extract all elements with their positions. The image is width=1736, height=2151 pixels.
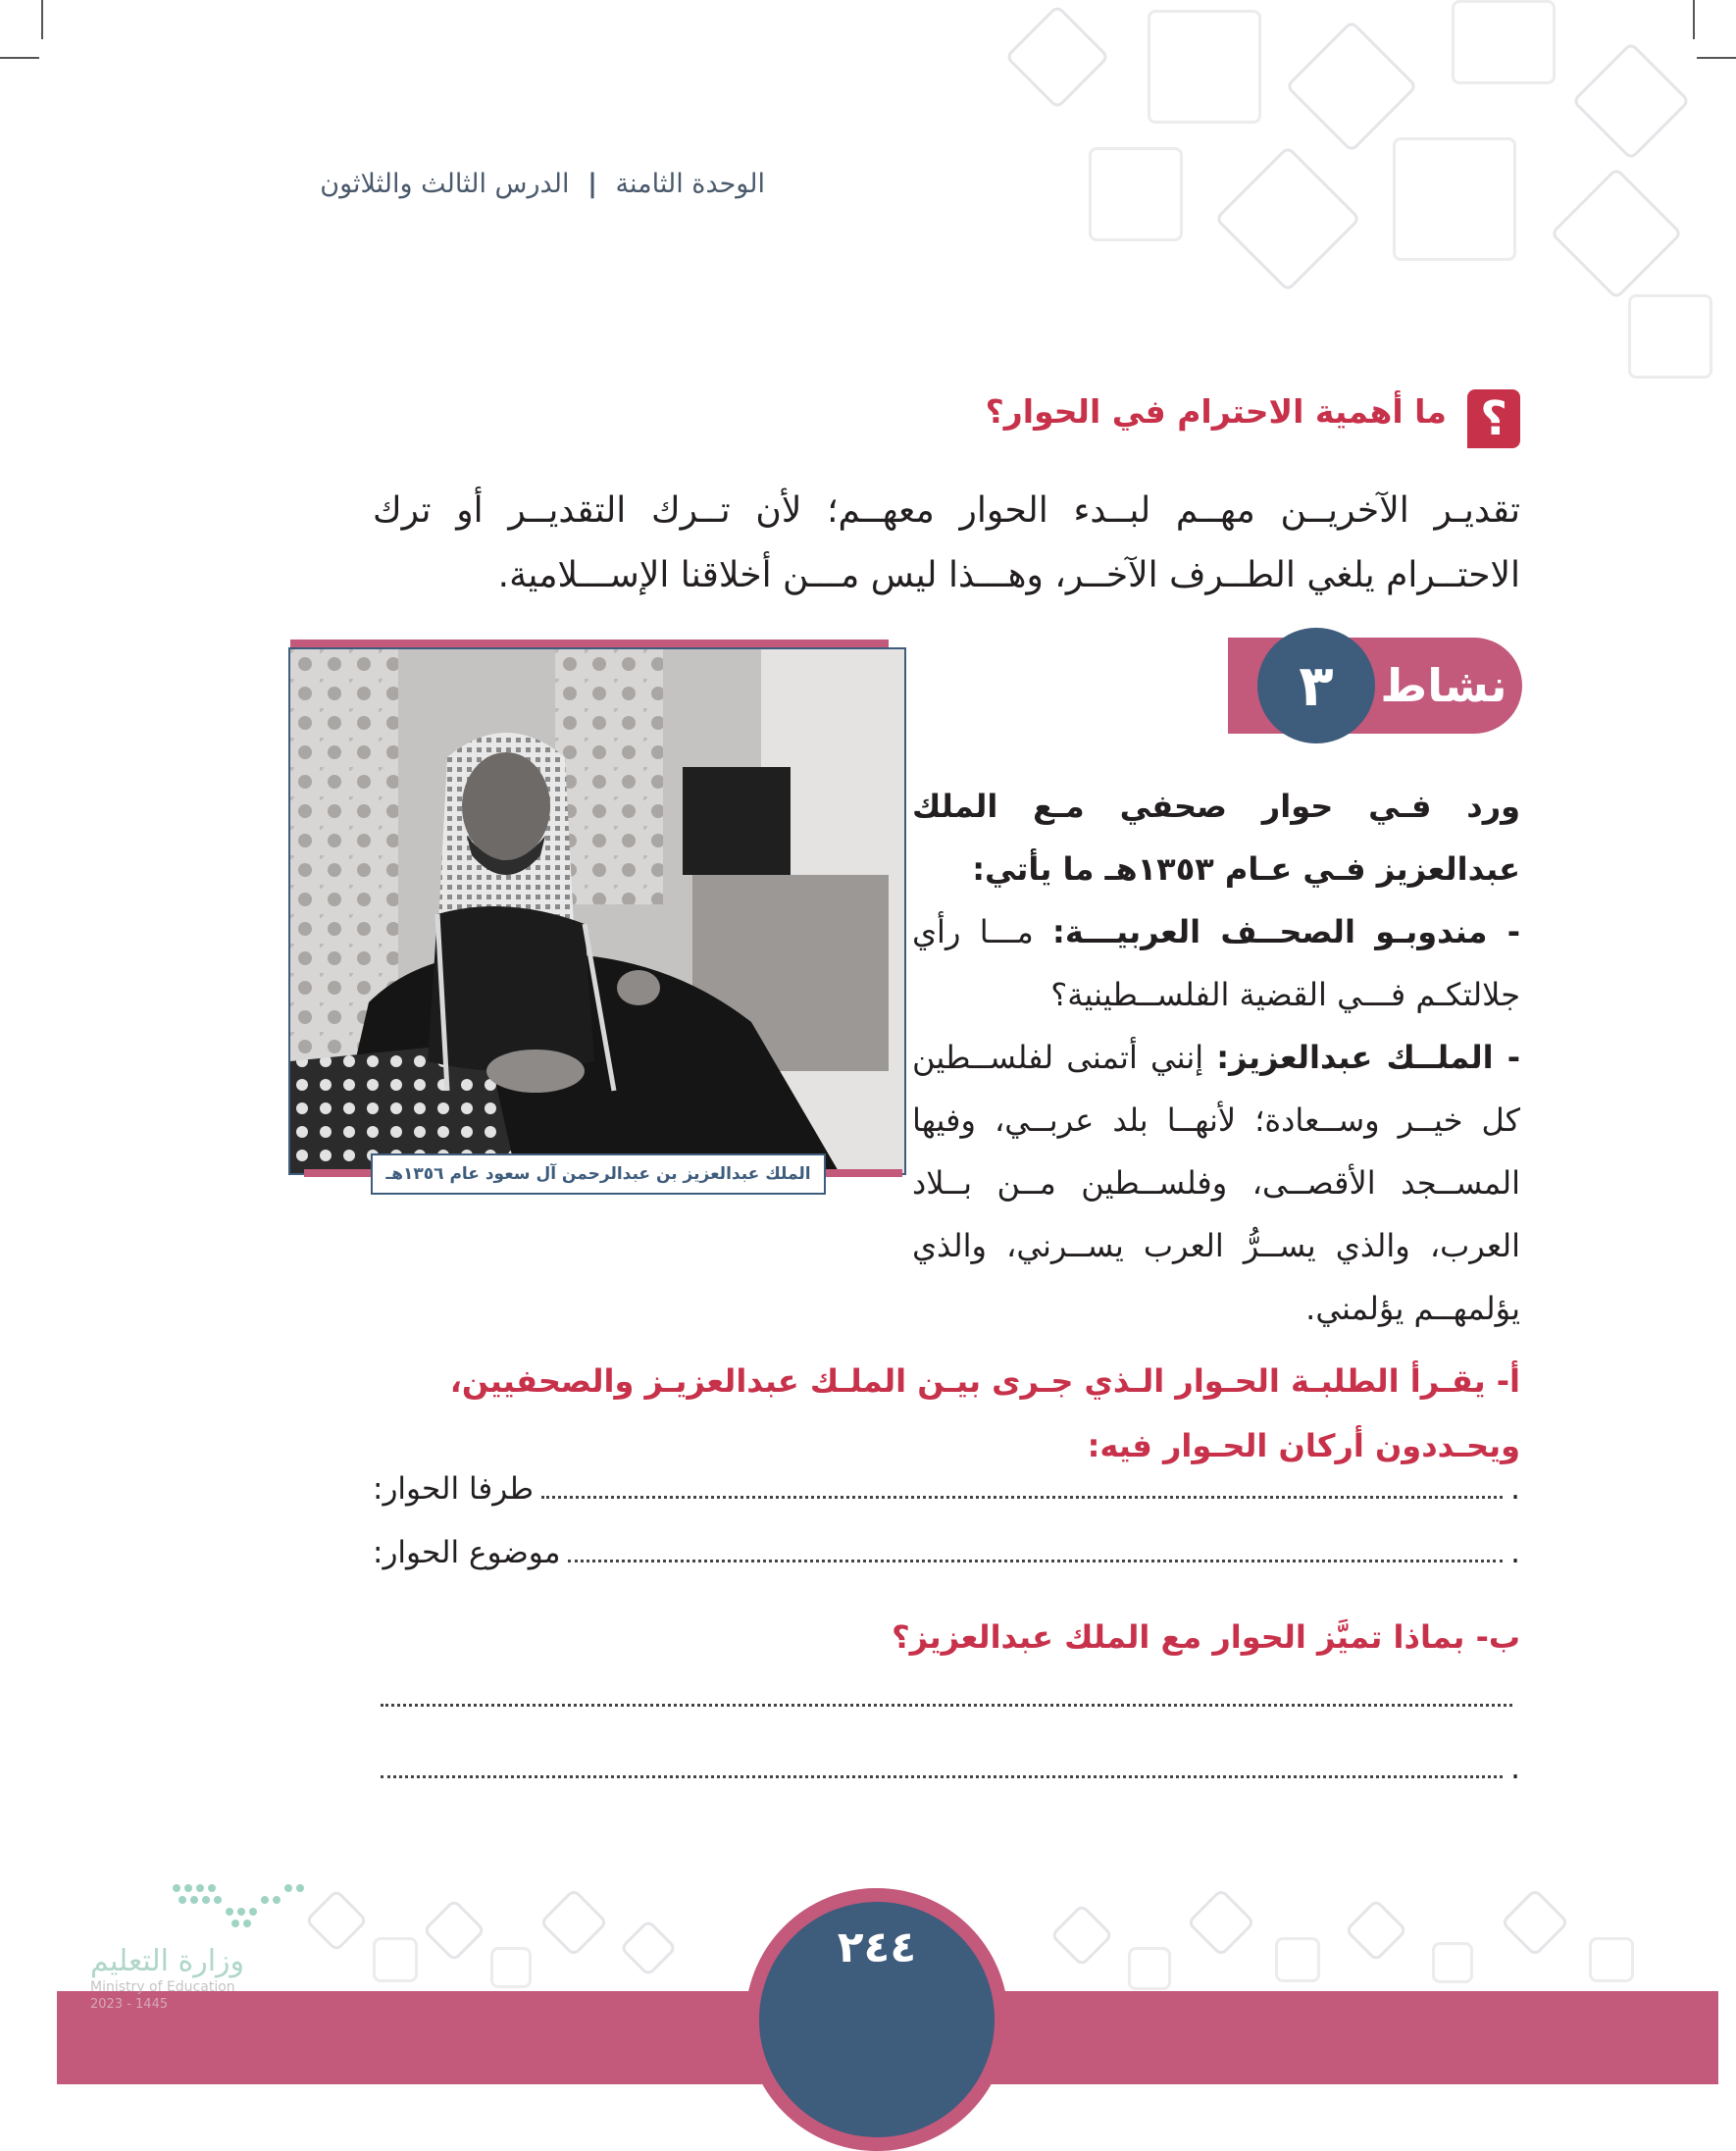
photo-top-accent <box>290 640 889 647</box>
header-separator: | <box>587 169 597 199</box>
answer-blank-2[interactable] <box>381 1754 1503 1778</box>
activity-label: نشاط <box>1380 659 1507 712</box>
end-mark: . <box>1510 1535 1520 1570</box>
ministry-logo-year: 2023 - 1445 <box>90 1997 169 2012</box>
king-abdulaziz-photo <box>288 647 906 1175</box>
activity-intro: ورد فـي حوار صحفي مـع الملك عبدالعزيز فـي عـام ١٣٥٣هـ ما يأتي: <box>912 788 1520 888</box>
question-text: مـــا رأي جلالتكـم فـــي القضية الفلســطينية؟ <box>912 913 1520 1013</box>
dialogue-topic-label: موضوع الحوار: <box>373 1535 561 1570</box>
crop-mark <box>1697 57 1736 59</box>
task-b-title: ب- بماذا تميَّز الحوار مع الملك عبدالعزيز؟ <box>892 1618 1520 1656</box>
photo-illustration <box>290 649 904 1173</box>
ministry-logo-text: وزارة التعليم <box>90 1944 245 1978</box>
question-mark-icon: ؟ <box>1467 389 1520 448</box>
dialogue-topic-row <box>373 1535 1520 1594</box>
crop-mark <box>0 57 39 59</box>
page-number: ٢٤٤ <box>837 1922 917 1972</box>
answer-line-2 <box>373 1751 1520 1810</box>
crop-mark <box>41 0 43 39</box>
ministry-logo-subtitle: Ministry of Education <box>90 1979 235 1995</box>
page-header <box>320 169 765 199</box>
activity-number: ٣ <box>1257 628 1375 743</box>
answer-text: إنني أتمنى لفلســطين كل خيــر وســعادة؛ لأنهــا بلد عربــي، وفيها المســجد الأقصــى، وفلســطين مــن بــلاد العرب، والذي يســرُّ العرب يســرني، والذي يؤلمهــم يؤلمني. <box>912 1039 1520 1327</box>
answer-blank-1[interactable] <box>381 1682 1512 1707</box>
answer-line-1 <box>373 1682 1520 1741</box>
ministry-logo-icon <box>167 1878 324 1937</box>
task-a-title: أ- يقـرأ الطلبـة الحـوار الـذي جـرى بيـن الملـك عبدالعزيـز والصحفيين، ويحـددون أركان الحـوار فيه: <box>449 1362 1520 1464</box>
dialogue-parties-blank[interactable] <box>541 1474 1503 1499</box>
end-mark: . <box>1510 1471 1520 1507</box>
activity-text <box>912 775 1520 1340</box>
crop-mark <box>1693 0 1695 39</box>
answer-speaker: - الملــك عبدالعزيز: <box>1216 1039 1521 1076</box>
unit-title: الوحدة الثامنة <box>615 169 765 199</box>
dialogue-topic-blank[interactable] <box>568 1538 1503 1562</box>
section-title: ما أهمية الاحترام في الحوار؟ <box>985 392 1447 431</box>
question-speaker: - مندوبـو الصحــف العربيـــة: <box>1052 913 1521 950</box>
dialogue-parties-label: طرفا الحوار: <box>373 1471 535 1507</box>
lesson-title: الدرس الثالث والثلاثون <box>320 169 570 199</box>
end-mark: . <box>1510 1751 1520 1786</box>
intro-paragraph: تقديـر الآخريــن مهــم لبــدء الحوار معهــم؛ لأن تــرك التقديــر أو ترك الاحتــرام يلغي الطــرف الآخــر، وهـــذا ليس مـــن أخلاقنا الإســـلامية. <box>373 490 1520 595</box>
photo-caption: الملك عبدالعزيز بن عبدالرحمن آل سعود عام ١٣٥٦هـ <box>371 1153 826 1195</box>
dialogue-parties-row <box>373 1471 1520 1530</box>
